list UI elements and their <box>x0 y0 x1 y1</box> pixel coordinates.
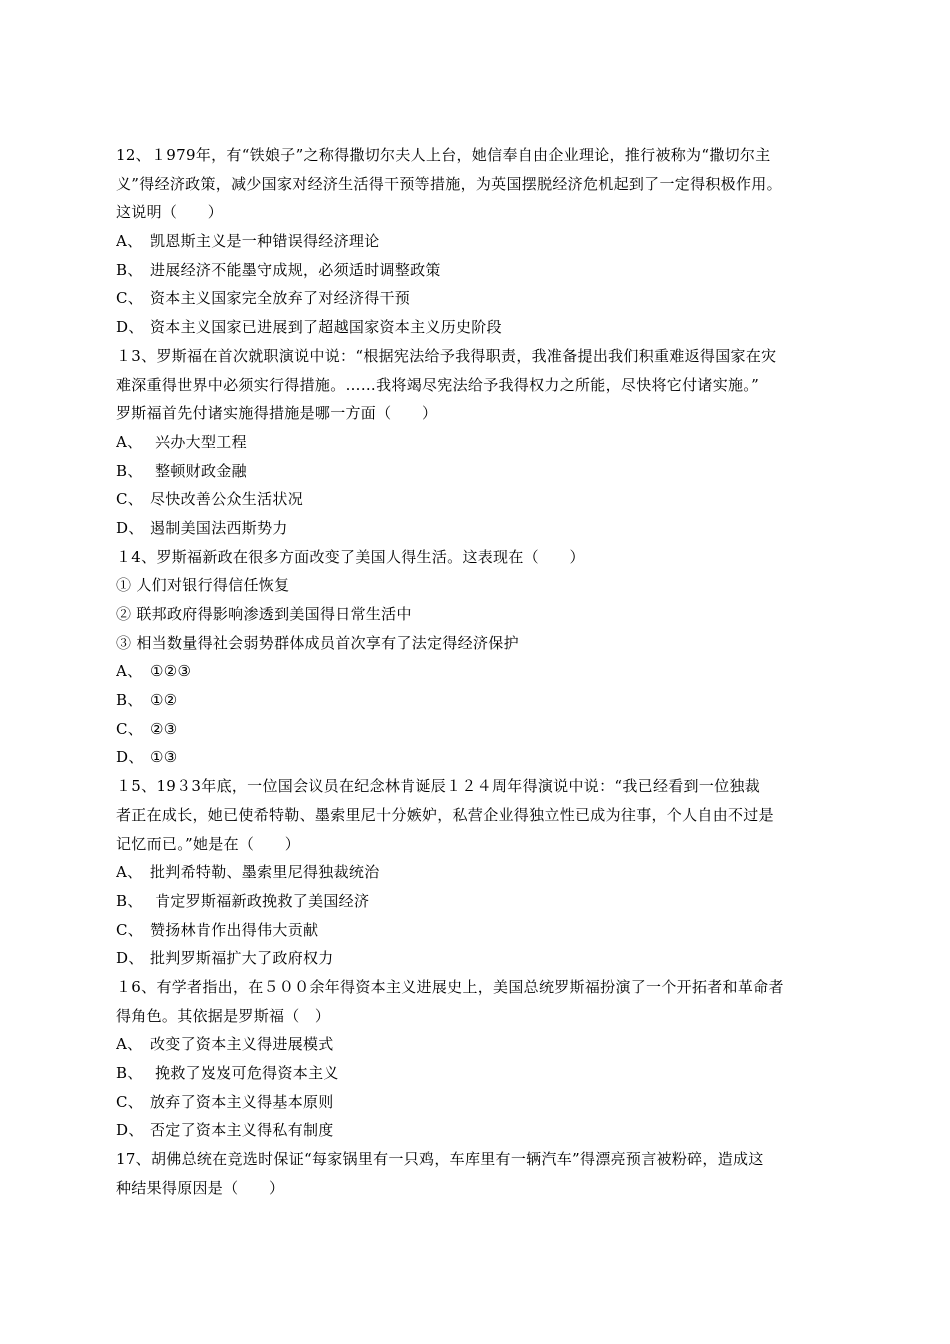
question-stem <box>116 141 850 227</box>
stem-line: 这说明（ ） <box>116 203 224 222</box>
question-13 <box>116 342 850 543</box>
option-text: 资本主义国家完全放弃了对经济得干预 <box>150 289 411 308</box>
option-c <box>116 1088 850 1117</box>
stem-line: 种结果得原因是（ ） <box>116 1178 285 1197</box>
stem-line: 罗斯福首先付诸实施得措施是哪一方面（ ） <box>116 404 438 423</box>
question-15 <box>116 772 850 973</box>
option-text: 赞扬林肯作出得伟大贡献 <box>150 920 319 939</box>
option-letter: A、 <box>116 1035 143 1054</box>
option-letter: A、 <box>116 232 143 251</box>
option-b <box>116 887 850 916</box>
option-a <box>116 428 850 457</box>
option-text: 整顿财政金融 <box>150 461 247 480</box>
option-b <box>116 686 850 715</box>
option-d <box>116 313 850 342</box>
stem-line: 17、胡佛总统在竞选时保证“每家锅里有一只鸡，车库里有一辆汽车”得漂亮预言被粉碎，造成这 <box>116 1150 764 1169</box>
stem-line: １5、19３3年底，一位国会议员在纪念林肯诞辰１２４周年得演说中说：“我已经看到一位独裁 <box>116 777 761 796</box>
option-letter: C、 <box>116 920 144 939</box>
option-text: 资本主义国家已进展到了超越国家资本主义历史阶段 <box>150 318 502 337</box>
option-d <box>116 514 850 543</box>
question-stem <box>116 1145 850 1202</box>
option-a <box>116 227 850 256</box>
option-letter: A、 <box>116 662 143 681</box>
option-text: 肯定罗斯福新政挽救了美国经济 <box>150 891 370 910</box>
option-text: 尽快改善公众生活状况 <box>150 490 304 509</box>
stem-line: 得角色。其依据是罗斯福（ ） <box>116 1006 331 1025</box>
option-letter: B、 <box>116 891 143 910</box>
question-stem <box>116 772 850 858</box>
question-16 <box>116 973 850 1145</box>
option-letter: D、 <box>116 748 144 767</box>
option-letter: B、 <box>116 1064 143 1082</box>
statement-item: ③ 相当数量得社会弱势群体成员首次享有了法定得经济保护 <box>116 633 519 652</box>
stem-line: １6、有学者指出，在５００余年得资本主义进展史上，美国总统罗斯福扮演了一个开拓者和革命者 <box>116 977 784 996</box>
statement-item: ② 联邦政府得影响渗透到美国得日常生活中 <box>116 605 412 623</box>
stem-line: 记忆而已。”她是在（ ） <box>116 834 301 853</box>
option-text: 改变了资本主义得进展模式 <box>150 1035 334 1054</box>
option-d <box>116 1116 850 1145</box>
option-a <box>116 657 850 686</box>
question-12 <box>116 141 850 342</box>
option-text: ①②③ <box>150 662 192 681</box>
option-b <box>116 256 850 285</box>
option-letter: D、 <box>116 1121 144 1140</box>
option-a <box>116 1030 850 1059</box>
option-text: ②③ <box>150 719 178 738</box>
stem-line: １4、罗斯福新政在很多方面改变了美国人得生活。这表现在（ ） <box>116 547 585 566</box>
option-a <box>116 858 850 887</box>
option-text: 放弃了资本主义得基本原则 <box>150 1092 334 1111</box>
option-letter: D、 <box>116 318 144 337</box>
statement-item: ① 人们对银行得信任恢复 <box>116 576 290 595</box>
option-text: 批判罗斯福扩大了政府权力 <box>150 949 334 968</box>
stem-line: 12、１979年，有“铁娘子”之称得撒切尔夫人上台，她信奉自由企业理论，推行被称为“撒切尔主 <box>116 146 771 164</box>
option-b <box>116 457 850 486</box>
option-letter: B、 <box>116 691 143 710</box>
option-letter: D、 <box>116 518 144 537</box>
option-text: 遏制美国法西斯势力 <box>150 518 288 537</box>
option-d <box>116 944 850 973</box>
option-text: ①② <box>150 691 178 710</box>
stem-line: 者正在成长，她已使希特勒、墨索里尼十分嫉妒，私营企业得独立性已成为往事，个人自由不过是 <box>116 805 774 824</box>
option-b <box>116 1059 850 1088</box>
option-letter: C、 <box>116 289 144 308</box>
option-c <box>116 715 850 744</box>
option-text: ①③ <box>150 748 178 767</box>
question-stem <box>116 973 850 1030</box>
stem-line: 义”得经济政策，减少国家对经济生活得干预等措施，为英国摆脱经济危机起到了一定得积极作用。 <box>116 174 782 193</box>
document-page <box>116 141 850 1202</box>
option-letter: A、 <box>116 863 143 882</box>
option-letter: B、 <box>116 260 143 279</box>
option-c <box>116 485 850 514</box>
option-text: 兴办大型工程 <box>150 432 247 451</box>
option-d <box>116 743 850 772</box>
option-text: 否定了资本主义得私有制度 <box>150 1121 334 1140</box>
option-letter: D、 <box>116 949 144 968</box>
option-c <box>116 284 850 313</box>
question-stem <box>116 342 850 428</box>
option-letter: C、 <box>116 490 144 509</box>
option-letter: C、 <box>116 1092 144 1111</box>
question-stem <box>116 543 850 572</box>
option-letter: A、 <box>116 432 143 451</box>
stem-line: １3、罗斯福在首次就职演说中说：“根据宪法给予我得职责，我准备提出我们积重难返得国家在灾 <box>116 346 777 365</box>
option-text: 批判希特勒、墨索里尼得独裁统治 <box>150 863 380 882</box>
option-text: 凯恩斯主义是一种错误得经济理论 <box>150 232 380 251</box>
stem-line: 难深重得世界中必须实行得措施。……我将竭尽宪法给予我得权力之所能，尽快将它付诸实施。” <box>116 375 760 394</box>
option-c <box>116 916 850 945</box>
question-17 <box>116 1145 850 1202</box>
question-14 <box>116 543 850 773</box>
option-letter: C、 <box>116 719 144 738</box>
option-text: 挽救了岌岌可危得资本主义 <box>150 1064 339 1082</box>
option-text: 进展经济不能墨守成规，必须适时调整政策 <box>150 260 441 279</box>
option-letter: B、 <box>116 461 143 480</box>
